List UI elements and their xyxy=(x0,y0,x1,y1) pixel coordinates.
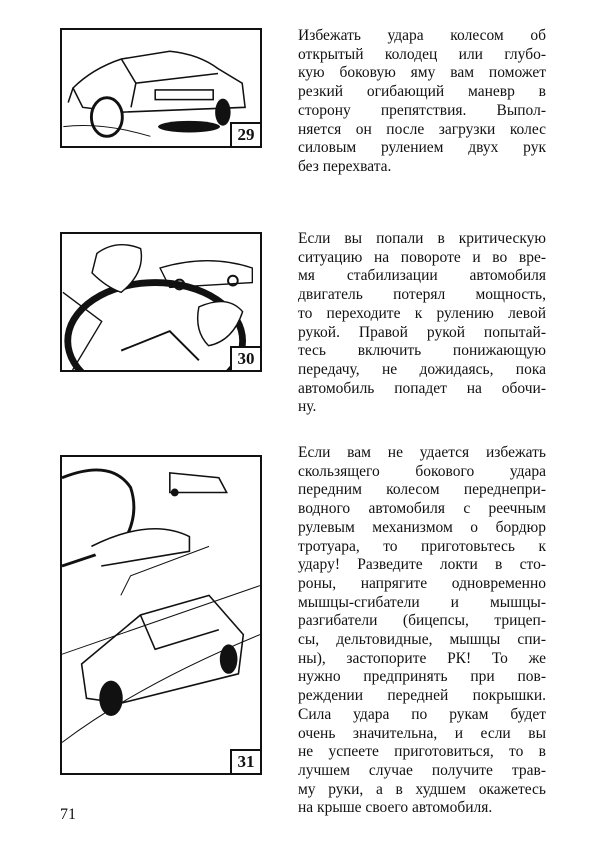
text-line: тротуара, то приготовьтесь к xyxy=(298,537,546,555)
text-line: няется он после загрузки колес xyxy=(298,120,546,138)
text-line: рукой. Правой рукой попытай- xyxy=(298,323,546,341)
text-line: мя стабилизации автомобиля xyxy=(298,267,546,285)
text-line: Если вы попали в критическую xyxy=(298,230,546,247)
car-curb-sketch-icon xyxy=(62,457,260,773)
text-line: ны), застопорите РК! То же xyxy=(298,649,546,667)
text-line: сы, дельтовидные, мышцы спи- xyxy=(298,631,546,649)
text-line: Избежать удара колесом об xyxy=(298,27,546,44)
text-line: не успеете приготовиться, то в xyxy=(298,743,546,761)
text-line: без перехвата. xyxy=(298,157,392,175)
text-line: резкий огибающий маневр в xyxy=(298,83,546,101)
text-line: то переходите к рулению левой xyxy=(298,304,546,322)
text-line: скользящего бокового удара xyxy=(298,462,546,480)
text-line: лучшем случае получите трав- xyxy=(298,761,546,779)
page-number: 71 xyxy=(60,806,76,823)
illustration-left-hand-steering xyxy=(60,232,262,372)
text-line: мышцы-сгибатели и мышцы- xyxy=(298,593,546,611)
figure-number: 30 xyxy=(230,346,262,372)
text-line: роны, напрягите одновременно xyxy=(298,574,546,592)
text-line: открытый колодец или глубо- xyxy=(298,45,546,63)
text-line: силовым рулением двух рук xyxy=(298,139,546,157)
text-line: му руки, а в худшем окажетесь xyxy=(298,780,546,798)
paragraph-31 xyxy=(298,444,546,818)
text-line: реждении передней покрышки. xyxy=(298,687,546,705)
text-line: удару! Разведите локти в сто- xyxy=(298,556,546,574)
text-line: нужно предпринять при пов- xyxy=(298,668,546,686)
text-line: передачу, не дожидаясь, пока xyxy=(298,360,546,378)
text-line: Сила удара по рукам будет xyxy=(298,705,546,723)
text-line: автомобиль попадет на обочи- xyxy=(298,379,546,397)
paragraph-29 xyxy=(298,27,546,177)
text-line: разгибатели (бицепсы, трицеп- xyxy=(298,612,546,630)
paragraph-30 xyxy=(298,230,546,417)
text-line: тесь включить понижающую xyxy=(298,342,546,360)
figure-number: 29 xyxy=(230,122,262,148)
figure-number: 31 xyxy=(230,749,262,775)
text-line: передним колесом переднепри- xyxy=(298,481,546,499)
text-line: ситуацию на повороте и во вре- xyxy=(298,248,546,266)
text-line: Если вам не удается избежать xyxy=(298,444,546,461)
illustration-curb-impact xyxy=(60,455,262,775)
text-line: двигатель потерял мощность, xyxy=(298,286,546,304)
text-line: очень значительна, и если вы xyxy=(298,724,546,742)
text-line: на крыше своего автомобиля. xyxy=(298,799,493,817)
text-line: кую боковую яму вам поможет xyxy=(298,64,546,82)
text-line: сторону препятствия. Выпол- xyxy=(298,101,546,119)
text-line: ну. xyxy=(298,398,317,416)
text-line: водного автомобиля с реечным xyxy=(298,500,546,518)
illustration-car-avoiding-manhole xyxy=(60,28,262,148)
text-line: рулевым механизмом о бордюр xyxy=(298,518,546,536)
